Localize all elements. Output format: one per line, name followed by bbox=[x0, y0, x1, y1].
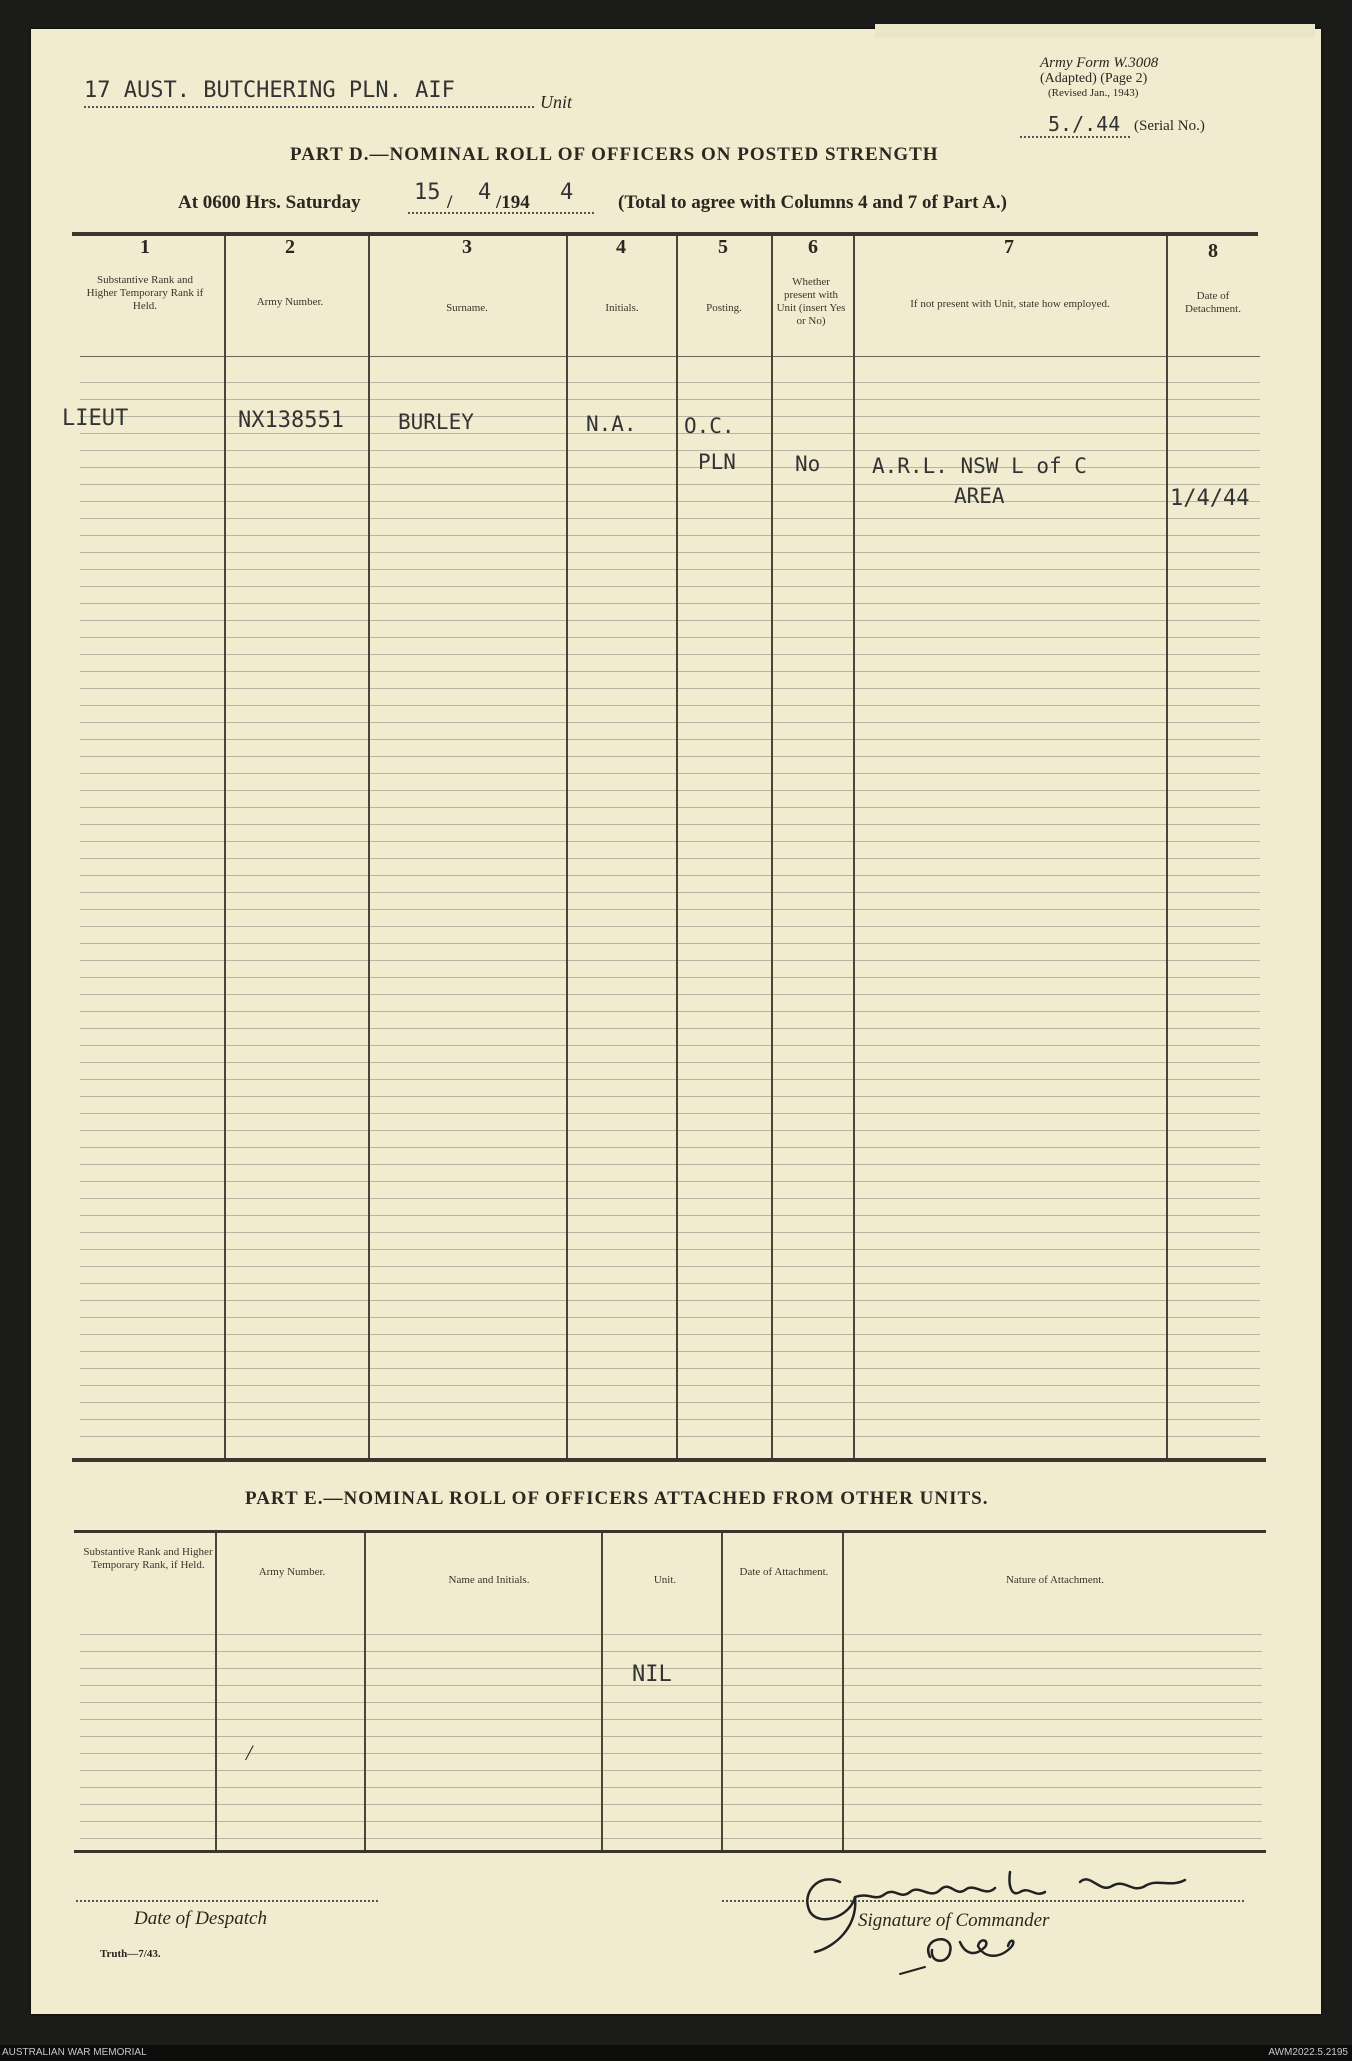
ruled-line bbox=[80, 1334, 1260, 1335]
ruled-line bbox=[80, 1096, 1260, 1097]
army-form-label: Army Form W.3008 bbox=[1040, 55, 1159, 71]
ruled-line bbox=[80, 654, 1260, 655]
ruled-line bbox=[80, 875, 1260, 876]
ruled-line bbox=[80, 1011, 1260, 1012]
col-6-number: 6 bbox=[808, 236, 818, 258]
ruled-line bbox=[80, 1300, 1260, 1301]
ruled-line bbox=[80, 1736, 1262, 1737]
col-1-number: 1 bbox=[140, 236, 150, 258]
ruled-line bbox=[80, 620, 1260, 621]
archive-footer bbox=[0, 2045, 1352, 2061]
at-prefix: At 0600 Hrs. Saturday bbox=[178, 192, 361, 213]
ruled-line bbox=[80, 671, 1260, 672]
col-3-header: Surname. bbox=[446, 302, 488, 314]
e-col-divider-2 bbox=[364, 1533, 366, 1850]
ruled-line bbox=[80, 1753, 1262, 1754]
ruled-line bbox=[80, 841, 1260, 842]
ruled-line bbox=[80, 1130, 1260, 1131]
ruled-line bbox=[80, 977, 1260, 978]
part-d-title: PART D.—NOMINAL ROLL OF OFFICERS ON POSTED STRENGTH bbox=[290, 144, 939, 165]
col-7-header: If not present with Unit, state how employed. bbox=[910, 298, 1110, 310]
ruled-line bbox=[80, 603, 1260, 604]
ruled-line bbox=[80, 1232, 1260, 1233]
e-col-2-header: Army Number. bbox=[258, 1566, 326, 1578]
date-underline bbox=[408, 212, 594, 214]
col-divider-7 bbox=[1166, 236, 1168, 1458]
col-divider-3 bbox=[566, 236, 568, 1458]
date-year-digit: 4 bbox=[560, 180, 574, 205]
ruled-line bbox=[80, 1164, 1260, 1165]
e-col-divider-4 bbox=[721, 1533, 723, 1850]
ruled-line bbox=[80, 960, 1260, 961]
header-separator bbox=[80, 356, 1260, 357]
ruled-line bbox=[80, 756, 1260, 757]
ruled-line bbox=[80, 1215, 1260, 1216]
col-6-header: Whether present with Unit (insert Yes or No) bbox=[776, 276, 846, 327]
commander-signature bbox=[780, 1842, 1220, 1982]
ruled-line bbox=[80, 1436, 1260, 1437]
entry-army-number: NX138551 bbox=[238, 408, 344, 433]
ruled-line bbox=[80, 1079, 1260, 1080]
col-7-number: 7 bbox=[1004, 236, 1014, 258]
ruled-line bbox=[80, 994, 1260, 995]
ruled-line bbox=[80, 1045, 1260, 1046]
e-col-divider-1 bbox=[215, 1533, 217, 1850]
serial-label: (Serial No.) bbox=[1134, 118, 1205, 134]
ruled-line bbox=[80, 399, 1260, 400]
ruled-line bbox=[80, 1419, 1260, 1420]
ruled-line bbox=[80, 1838, 1262, 1839]
unit-value: 17 AUST. BUTCHERING PLN. AIF bbox=[84, 78, 455, 103]
ruled-line bbox=[80, 1147, 1260, 1148]
archive-reference: AWM2022.5.2195 bbox=[1268, 2047, 1348, 2058]
col-3-number: 3 bbox=[462, 236, 472, 258]
part-d-top-rule bbox=[72, 232, 1258, 236]
part-e-title: PART E.—NOMINAL ROLL OF OFFICERS ATTACHED FROM OTHER UNITS. bbox=[245, 1488, 989, 1509]
ruled-line bbox=[80, 790, 1260, 791]
ruled-line bbox=[80, 484, 1260, 485]
e-col-5-header: Date of Attachment. bbox=[739, 1566, 829, 1578]
ruled-line bbox=[80, 705, 1260, 706]
ruled-line bbox=[80, 858, 1260, 859]
col-divider-4 bbox=[676, 236, 678, 1458]
despatch-dotted-line bbox=[76, 1900, 378, 1902]
col-4-header: Initials. bbox=[605, 302, 639, 314]
ruled-line bbox=[80, 722, 1260, 723]
ruled-line bbox=[80, 1368, 1260, 1369]
entry-rank: LIEUT bbox=[62, 406, 129, 431]
ruled-line bbox=[80, 1634, 1262, 1635]
ruled-line bbox=[80, 552, 1260, 553]
part-e-nil: NIL bbox=[632, 1662, 672, 1687]
ruled-line bbox=[80, 1283, 1260, 1284]
ruled-line bbox=[80, 535, 1260, 536]
col-5-number: 5 bbox=[718, 236, 728, 258]
adapted-label: (Adapted) (Page 2) bbox=[1040, 71, 1148, 86]
paper-tab bbox=[875, 24, 1315, 38]
ruled-line bbox=[80, 586, 1260, 587]
entry-employed-1: A.R.L. NSW L of C bbox=[872, 454, 1087, 478]
entry-initials: N.A. bbox=[586, 412, 637, 436]
entry-surname: BURLEY bbox=[398, 410, 474, 434]
col-8-number: 8 bbox=[1208, 240, 1218, 262]
ruled-line bbox=[80, 637, 1260, 638]
part-e-mark: / bbox=[246, 1740, 253, 1765]
ruled-line bbox=[80, 518, 1260, 519]
ruled-line bbox=[80, 1770, 1262, 1771]
ruled-line bbox=[80, 382, 1260, 383]
ruled-line bbox=[80, 1113, 1260, 1114]
ruled-line bbox=[80, 943, 1260, 944]
ruled-line bbox=[80, 1062, 1260, 1063]
ruled-line bbox=[80, 1385, 1260, 1386]
e-col-3-header: Name and Initials. bbox=[448, 1574, 530, 1586]
revised-label: (Revised Jan., 1943) bbox=[1048, 87, 1139, 99]
part-d-bottom-rule bbox=[72, 1458, 1266, 1462]
entry-employed-2: AREA bbox=[954, 484, 1005, 508]
entry-posting-1: O.C. bbox=[684, 414, 735, 438]
printer-mark: Truth—7/43. bbox=[100, 1948, 161, 1960]
ruled-line bbox=[80, 1787, 1262, 1788]
ruled-line bbox=[80, 1402, 1260, 1403]
ruled-line bbox=[80, 739, 1260, 740]
ruled-line bbox=[80, 1028, 1260, 1029]
e-col-divider-5 bbox=[842, 1533, 844, 1850]
entry-detach-date: 1/4/44 bbox=[1170, 486, 1250, 511]
ruled-line bbox=[80, 807, 1260, 808]
unit-underline bbox=[84, 106, 534, 108]
date-year-prefix: /194 bbox=[496, 192, 530, 213]
ruled-line bbox=[80, 1804, 1262, 1805]
ruled-line bbox=[80, 688, 1260, 689]
col-4-number: 4 bbox=[616, 236, 626, 258]
unit-label: Unit bbox=[540, 92, 573, 112]
ruled-line bbox=[80, 1702, 1262, 1703]
ruled-line bbox=[80, 1651, 1262, 1652]
col-2-header: Army Number. bbox=[256, 296, 324, 308]
col-2-number: 2 bbox=[285, 236, 295, 258]
ruled-line bbox=[80, 909, 1260, 910]
col-divider-1 bbox=[224, 236, 226, 1458]
ruled-line bbox=[80, 569, 1260, 570]
ruled-line bbox=[80, 824, 1260, 825]
col-divider-6 bbox=[853, 236, 855, 1458]
date-of-despatch-label: Date of Despatch bbox=[134, 1908, 267, 1929]
ruled-line bbox=[80, 1719, 1262, 1720]
e-col-divider-3 bbox=[601, 1533, 603, 1850]
ruled-line bbox=[80, 1266, 1260, 1267]
part-e-top-rule bbox=[74, 1530, 1266, 1533]
ruled-line bbox=[80, 1249, 1260, 1250]
archive-name: AUSTRALIAN WAR MEMORIAL bbox=[2, 2047, 147, 2058]
ruled-line bbox=[80, 1181, 1260, 1182]
date-day: 15 bbox=[414, 180, 441, 205]
serial-value: 5./.44 bbox=[1048, 112, 1121, 136]
e-col-4-header: Unit. bbox=[653, 1574, 677, 1586]
ruled-line bbox=[80, 892, 1260, 893]
col-5-header: Posting. bbox=[706, 302, 742, 314]
date-month: 4 bbox=[478, 180, 492, 205]
total-note: (Total to agree with Columns 4 and 7 of Part A.) bbox=[618, 192, 1007, 213]
col-8-header: Date of Detachment. bbox=[1185, 290, 1241, 315]
col-divider-2 bbox=[368, 236, 370, 1458]
ruled-line bbox=[80, 1351, 1260, 1352]
date-sep-1: / bbox=[447, 192, 453, 213]
ruled-line bbox=[80, 1198, 1260, 1199]
ruled-line bbox=[80, 450, 1260, 451]
entry-present: No bbox=[795, 452, 821, 476]
ruled-line bbox=[80, 433, 1260, 434]
serial-underline bbox=[1020, 136, 1130, 138]
ruled-line bbox=[80, 1317, 1260, 1318]
col-1-header: Substantive Rank and Higher Temporary Rank if Held. bbox=[86, 274, 204, 312]
ruled-line bbox=[80, 773, 1260, 774]
e-col-1-header: Substantive Rank and Higher Temporary Rank, if Held. bbox=[83, 1546, 213, 1571]
entry-posting-2: PLN bbox=[698, 450, 736, 474]
col-divider-5 bbox=[771, 236, 773, 1458]
ruled-line bbox=[80, 1821, 1262, 1822]
ruled-line bbox=[80, 501, 1260, 502]
signature-of-commander-label: Signature of Commander bbox=[858, 1910, 1050, 1931]
e-col-6-header: Nature of Attachment. bbox=[1005, 1574, 1105, 1586]
ruled-line bbox=[80, 926, 1260, 927]
